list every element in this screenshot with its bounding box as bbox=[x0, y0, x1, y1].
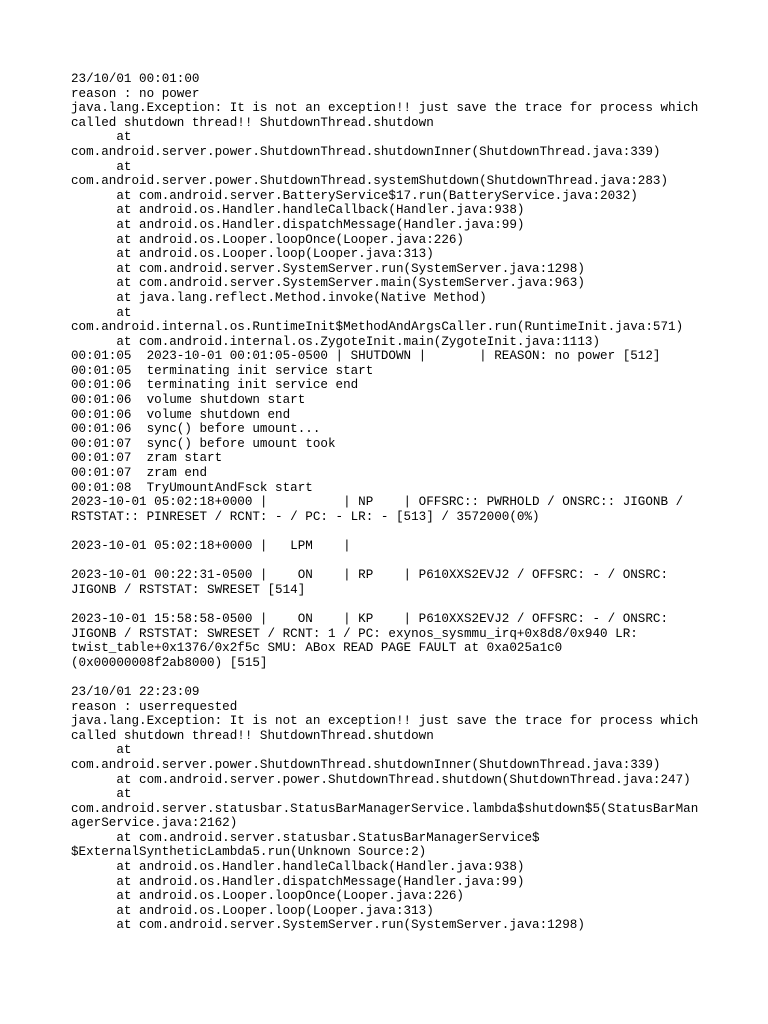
log-line: java.lang.Exception: It is not an exception!! just save the trace for process which bbox=[71, 101, 699, 116]
log-line: RSTSTAT:: PINRESET / RCNT: - / PC: - LR: - [513] / 3572000(0%) bbox=[71, 509, 540, 524]
log-line: JIGONB / RSTSTAT: SWRESET [514] bbox=[71, 582, 306, 597]
log-line: at bbox=[71, 130, 132, 145]
log-line: called shutdown thread!! ShutdownThread.shutdown bbox=[71, 115, 434, 130]
log-line: 00:01:07 zram start bbox=[71, 451, 223, 466]
log-line: at com.android.server.statusbar.StatusBarManagerService$ bbox=[71, 830, 540, 845]
log-line: 00:01:06 volume shutdown end bbox=[71, 407, 291, 422]
log-line: 2023-10-01 05:02:18+0000 | LPM | bbox=[71, 539, 351, 553]
log-line: 00:01:07 sync() before umount took bbox=[71, 436, 336, 451]
log-line: at com.android.server.SystemServer.main(SystemServer.java:963) bbox=[71, 276, 585, 291]
log-line: com.android.server.power.ShutdownThread.shutdownInner(ShutdownThread.java:339) bbox=[71, 144, 661, 159]
log-line: reason : userrequested bbox=[71, 699, 238, 714]
log-line: at com.android.server.power.ShutdownThread.shutdown(ShutdownThread.java:247) bbox=[71, 772, 691, 787]
log-line: 2023-10-01 05:02:18+0000 | | NP | OFFSRC:: PWRHOLD / ONSRC:: JIGONB / bbox=[71, 495, 684, 510]
log-line: at android.os.Handler.handleCallback(Handler.java:938) bbox=[71, 203, 525, 218]
log-line bbox=[71, 524, 711, 539]
log-line bbox=[71, 554, 711, 569]
log-line: at android.os.Looper.loopOnce(Looper.java:226) bbox=[71, 232, 464, 247]
log-line: com.android.internal.os.RuntimeInit$MethodAndArgsCaller.run(RuntimeInit.java:571) bbox=[71, 320, 684, 335]
log-line: called shutdown thread!! ShutdownThread.shutdown bbox=[71, 728, 434, 743]
log-line: at android.os.Looper.loop(Looper.java:313) bbox=[71, 903, 434, 918]
log-line: 00:01:07 zram end bbox=[71, 466, 208, 481]
log-line: 00:01:06 sync() before umount... bbox=[71, 422, 321, 437]
log-line: 2023-10-01 15:58:58-0500 | ON | KP | P610XXS2EVJ2 / OFFSRC: - / ONSRC: bbox=[71, 611, 669, 626]
log-line: 00:01:05 terminating init service start bbox=[71, 363, 374, 378]
log-line: at android.os.Looper.loopOnce(Looper.java:226) bbox=[71, 889, 464, 904]
log-line: 00:01:06 volume shutdown start bbox=[71, 393, 306, 408]
log-line: 00:01:08 TryUmountAndFsck start bbox=[71, 480, 313, 495]
log-line: agerService.java:2162) bbox=[71, 816, 238, 831]
log-line: $ExternalSyntheticLambda5.run(Unknown Source:2) bbox=[71, 845, 427, 860]
log-line: 23/10/01 22:23:09 bbox=[71, 684, 200, 699]
log-line: twist_table+0x1376/0x2f5c SMU: ABox READ PAGE FAULT at 0xa025a1c0 bbox=[71, 641, 563, 656]
log-line bbox=[71, 597, 711, 612]
log-line: at bbox=[71, 743, 132, 758]
log-line: at bbox=[71, 305, 132, 320]
log-line: reason : no power bbox=[71, 86, 200, 101]
log-line: at com.android.server.BatteryService$17.run(BatteryService.java:2032) bbox=[71, 188, 638, 203]
log-line: com.android.server.power.ShutdownThread.shutdownInner(ShutdownThread.java:339) bbox=[71, 757, 661, 772]
log-line bbox=[71, 670, 711, 685]
log-line: 00:01:06 terminating init service end bbox=[71, 378, 359, 393]
log-line: JIGONB / RSTSTAT: SWRESET / RCNT: 1 / PC: exynos_sysmmu_irq+0x8d8/0x940 LR: bbox=[71, 626, 638, 641]
log-line: at android.os.Handler.handleCallback(Handler.java:938) bbox=[71, 860, 525, 875]
log-line: 23/10/01 00:01:00 bbox=[71, 72, 200, 86]
log-text-block bbox=[71, 72, 711, 933]
log-line: at bbox=[71, 787, 132, 802]
log-line: at java.lang.reflect.Method.invoke(Native Method) bbox=[71, 290, 487, 305]
log-line: com.android.server.power.ShutdownThread.systemShutdown(ShutdownThread.java:283) bbox=[71, 174, 669, 189]
log-line: at bbox=[71, 159, 132, 174]
log-line: at android.os.Looper.loop(Looper.java:313) bbox=[71, 247, 434, 262]
log-line: java.lang.Exception: It is not an exception!! just save the trace for process which bbox=[71, 714, 699, 729]
log-line: at android.os.Handler.dispatchMessage(Handler.java:99) bbox=[71, 874, 525, 889]
log-line: 2023-10-01 00:22:31-0500 | ON | RP | P610XXS2EVJ2 / OFFSRC: - / ONSRC: bbox=[71, 568, 669, 583]
log-line: com.android.server.statusbar.StatusBarManagerService.lambda$shutdown$5(StatusBarMan bbox=[71, 801, 699, 816]
log-line: at com.android.internal.os.ZygoteInit.main(ZygoteInit.java:1113) bbox=[71, 334, 601, 349]
log-line: at android.os.Handler.dispatchMessage(Handler.java:99) bbox=[71, 217, 525, 232]
log-line: at com.android.server.SystemServer.run(SystemServer.java:1298) bbox=[71, 261, 585, 276]
log-line: at com.android.server.SystemServer.run(SystemServer.java:1298) bbox=[71, 918, 585, 933]
log-line: 00:01:05 2023-10-01 00:01:05-0500 | SHUTDOWN | | REASON: no power [512] bbox=[71, 349, 661, 364]
log-line: (0x00000008f2ab8000) [515] bbox=[71, 655, 268, 670]
